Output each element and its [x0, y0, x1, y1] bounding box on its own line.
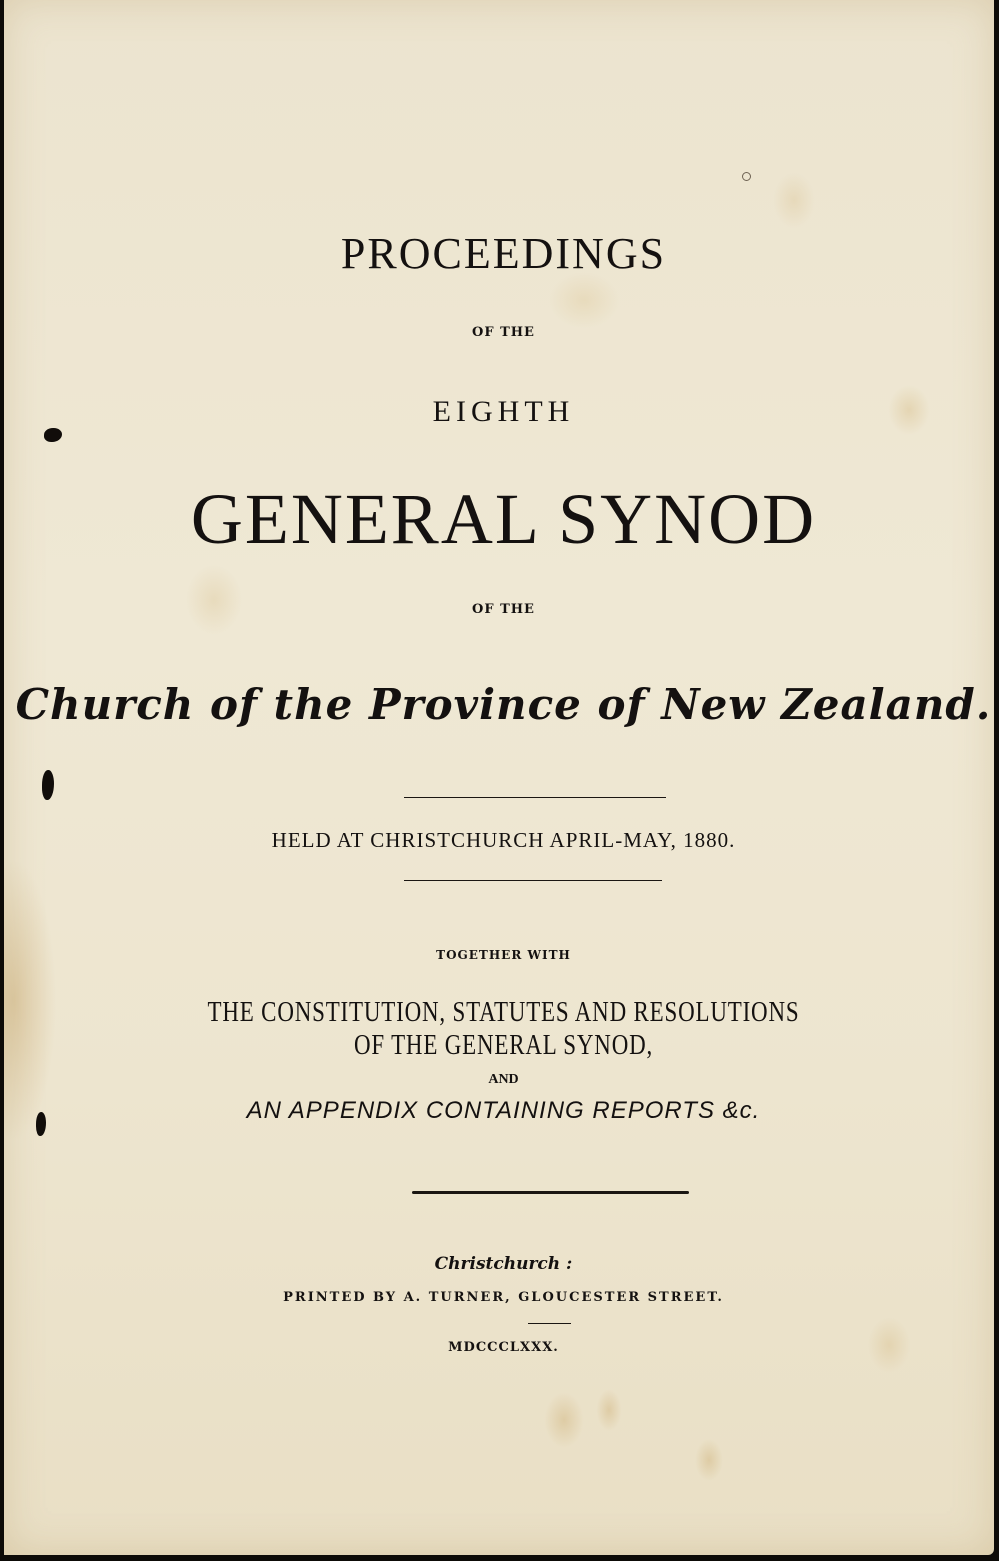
title-church: Church of the Province of New Zealand.: [15, 680, 992, 729]
together-with-label: TOGETHER WITH: [436, 948, 571, 962]
paper-speck: [742, 172, 751, 181]
imprint-city: Christchurch :: [434, 1254, 573, 1274]
title-ordinal: EIGHTH: [432, 395, 575, 428]
year-roman: MDCCCLXXX.: [448, 1340, 559, 1355]
divider-rule: [404, 797, 666, 798]
contents-line-1: THE CONSTITUTION, STATUTES AND RESOLUTIONS: [207, 997, 800, 1028]
divider-rule: [404, 880, 662, 881]
thick-divider-rule: [412, 1191, 689, 1194]
and-label: AND: [488, 1072, 519, 1087]
held-at-line: HELD AT CHRISTCHURCH APRIL-MAY, 1880.: [271, 828, 736, 852]
title-page: [4, 0, 994, 1555]
printer-line: PRINTED BY A. TURNER, GLOUCESTER STREET.: [283, 1290, 724, 1305]
ink-blot: [44, 428, 62, 442]
ink-blot: [42, 770, 54, 800]
subtitle-of-the: OF THE: [472, 325, 535, 340]
contents-line-2: OF THE GENERAL SYNOD,: [353, 1030, 654, 1061]
subtitle-of-the-2: OF THE: [472, 602, 535, 617]
title-proceedings: PROCEEDINGS: [340, 229, 667, 278]
title-general-synod: GENERAL SYNOD: [190, 479, 817, 559]
short-divider-rule: [528, 1323, 571, 1324]
appendix-line: AN APPENDIX CONTAINING REPORTS &c.: [246, 1097, 761, 1124]
